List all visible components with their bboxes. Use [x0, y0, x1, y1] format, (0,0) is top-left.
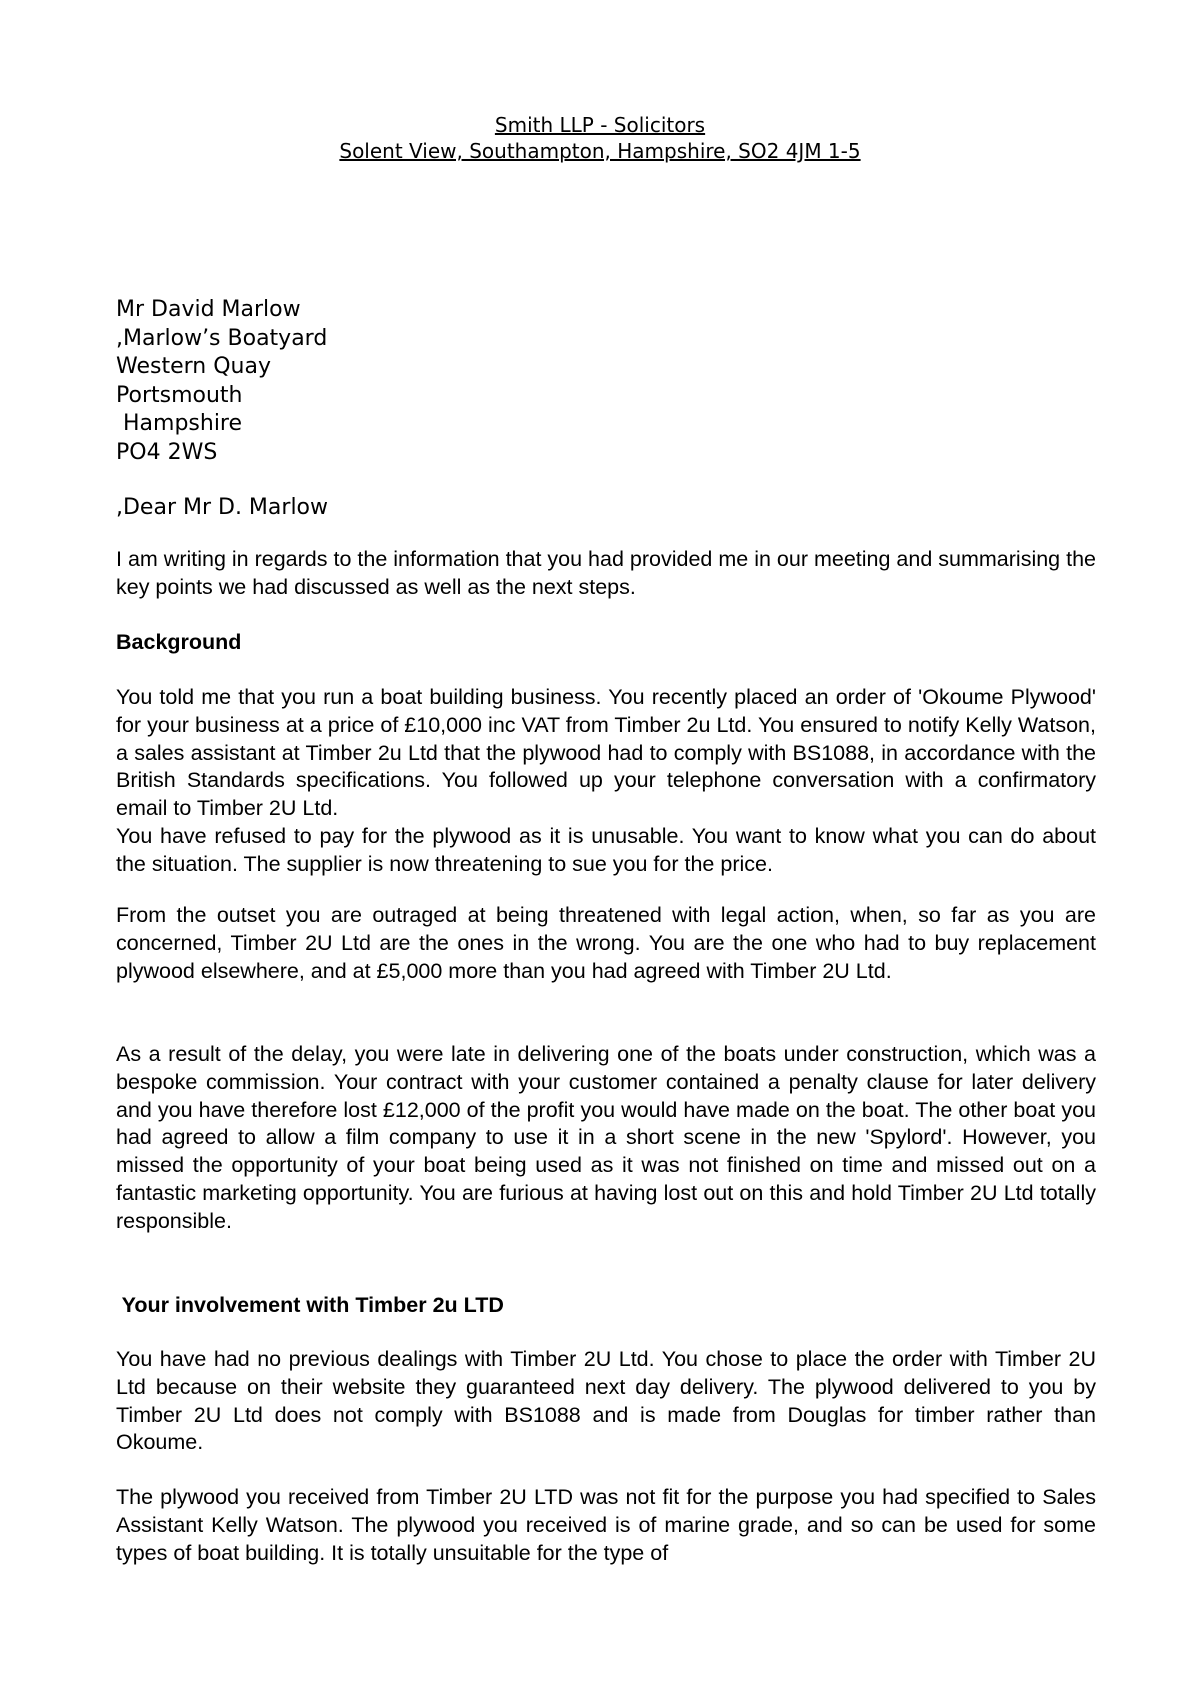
involvement-paragraph-2: The plywood you received from Timber 2U LTD was not fit for the purpose you had specified to Sales Assistant Kelly Watson. The plywood you received is of marine grade, and so can be used for some types of boat building. It is totally unsuitable for the type of: [116, 1485, 1096, 1565]
recipient-name: Mr David Marlow: [116, 297, 301, 322]
background-paragraph-3: From the outset you are outraged at being threatened with legal action, when, so far as you are concerned, Timber 2U Ltd are the ones in the wrong. You are the one who had to buy replacement plywood elsewhere, and at £5,000 more than you had agreed with Timber 2U Ltd.: [116, 903, 1096, 983]
recipient-company: ,Marlow’s Boatyard: [116, 325, 328, 351]
background-paragraph-1: You told me that you run a boat building business. You recently placed an order of 'Okoume Plywood' for your business at a price of £10,000 inc VAT from Timber 2u Ltd. You ensured to notify Kelly Watson, a sales assistant at Timber 2u Ltd that the plywood had to comply with BS1088, in accordance with the British Standards specifications. You followed up your telephone conversation with a confirmatory email to Timber 2U Ltd.: [116, 685, 1096, 821]
salutation: ,Dear Mr D. Marlow: [116, 495, 329, 520]
firm-name: Smith LLP - Solicitors: [494, 113, 706, 137]
background-paragraph-2: You have refused to pay for the plywood as it is unusable. You want to know what you can do about the situation. The supplier is now threatening to sue you for the price.: [116, 823, 1096, 876]
recipient-city: Portsmouth: [116, 382, 243, 408]
recipient-address: [116, 296, 327, 467]
background-section: [116, 684, 1096, 879]
involvement-paragraph-1: You have had no previous dealings with Timber 2U Ltd. You chose to place the order with Timber 2U Ltd because on their website they guaranteed next day delivery. The plywood delivered to you by Timber 2U Ltd does not comply with BS1088 and is made from Douglas for timber rather than Okoume.: [116, 1347, 1096, 1455]
background-heading: Background: [116, 630, 242, 654]
recipient-street: Western Quay: [116, 354, 271, 379]
background-paragraph-4: As a result of the delay, you were late in delivering one of the boats under construction, which was a bespoke commission. Your contract with your customer contained a penalty clause for later delivery and you have therefore lost £12,000 of the profit you would have made on the boat. The other boat you had agreed to allow a film company to use it in a short scene in the new 'Spylord'. However, you missed the opportunity of your boat being used as it was not finished on time and missed out on a fantastic marketing opportunity. You are furious at having lost out on this and hold Timber 2U Ltd totally responsible.: [116, 1042, 1096, 1233]
recipient-county: Hampshire: [116, 411, 243, 436]
intro-paragraph: I am writing in regards to the information that you had provided me in our meeting and summarising the key points we had discussed as well as the next steps.: [116, 547, 1096, 599]
involvement-heading: Your involvement with Timber 2u LTD: [116, 1293, 504, 1317]
letterhead: [0, 112, 1200, 164]
firm-address: Solent View, Southampton, Hampshire, SO2 4JM 1-5: [339, 139, 861, 163]
recipient-postcode: PO4 2WS: [116, 439, 218, 465]
